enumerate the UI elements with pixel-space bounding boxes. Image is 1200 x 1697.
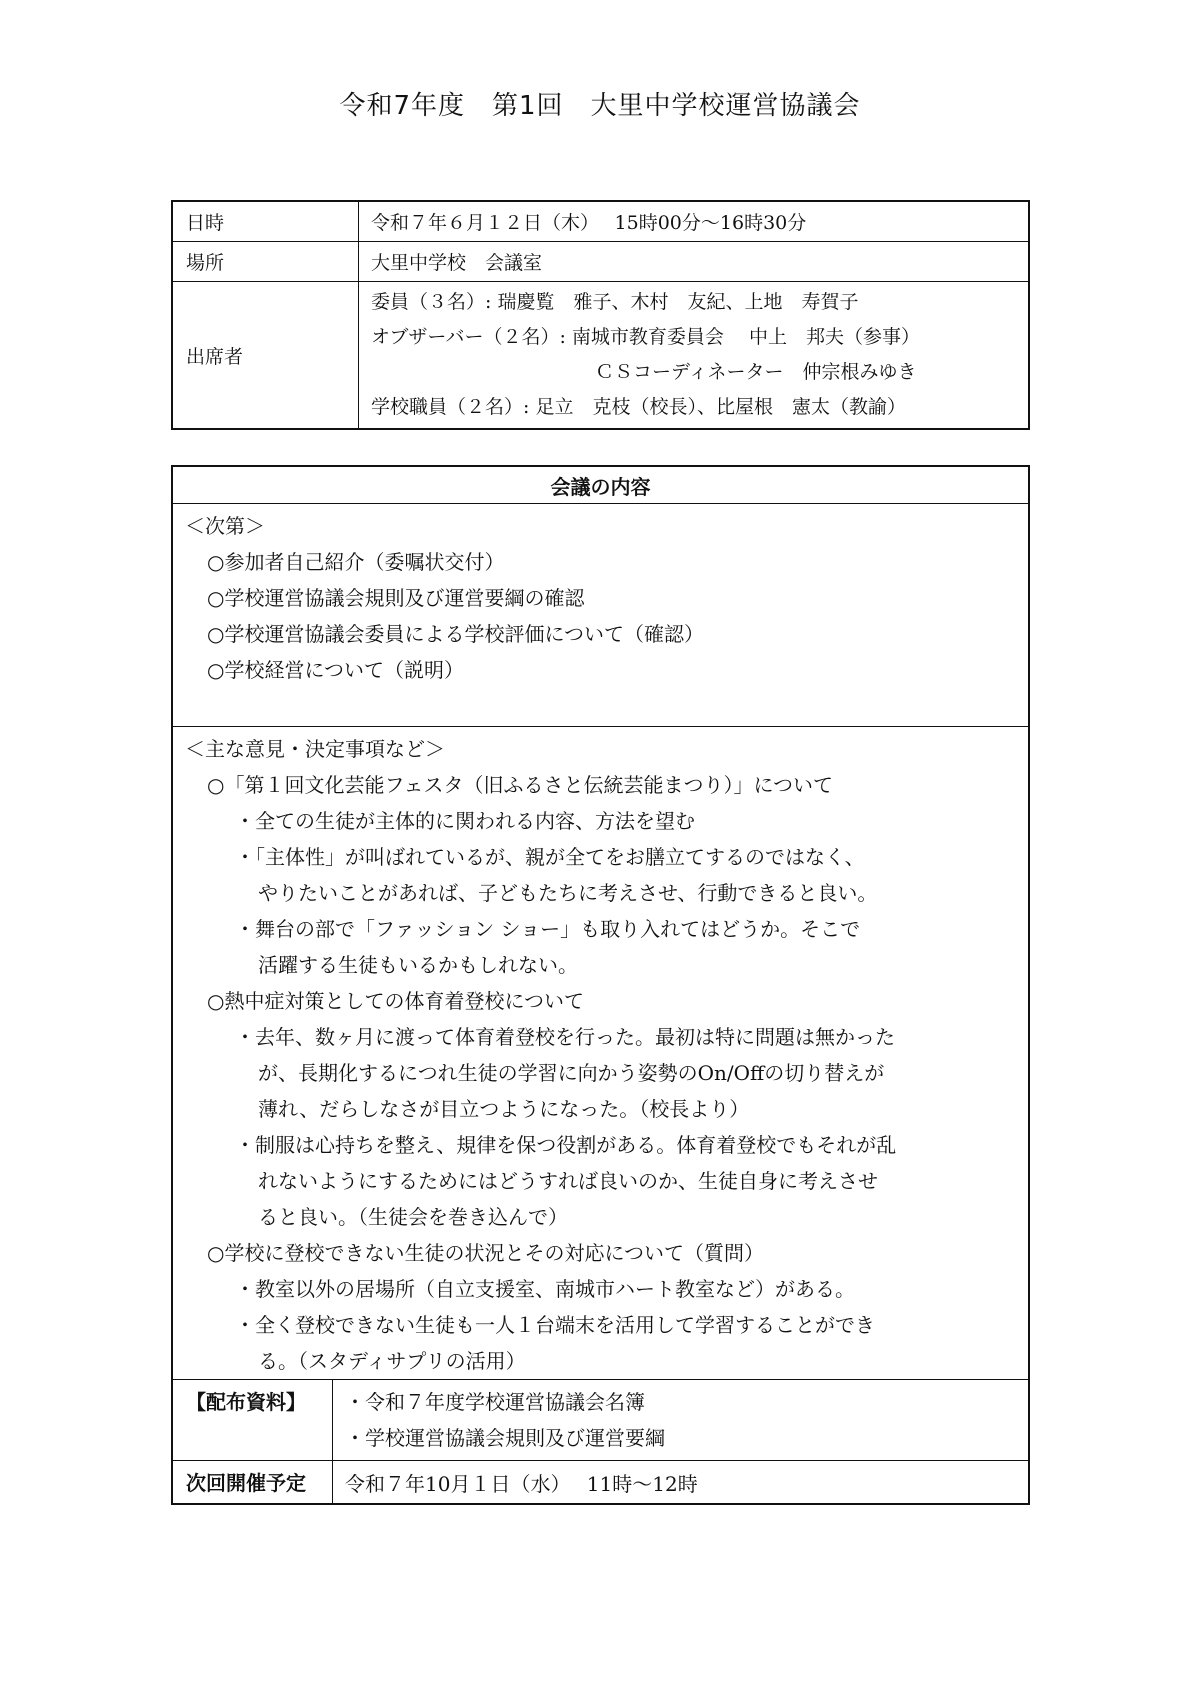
agenda-item: ○学校経営について（説明） bbox=[207, 658, 465, 682]
meeting-info-table bbox=[171, 200, 1030, 430]
opinion-item: ・去年、数ヶ月に渡って体育着登校を行った。最初は特に問題は無かった bbox=[235, 1025, 895, 1049]
materials-list bbox=[333, 1380, 1030, 1461]
agenda-heading: ＜次第＞ bbox=[185, 514, 265, 538]
page-title: 令和7年度 第1回 大里中学校運営協議会 bbox=[339, 91, 861, 121]
datetime-row bbox=[172, 201, 1029, 242]
opinion-item: る。（スタディサプリの活用） bbox=[258, 1349, 526, 1373]
next-meeting-value: 令和７年10月１日（水） 11時～12時 bbox=[333, 1461, 1030, 1505]
place-label: 場所 bbox=[172, 242, 359, 282]
opinion-item: 薄れ、だらしなさが目立つようになった。（校長より） bbox=[258, 1097, 750, 1121]
opinion-item: やりたいことがあれば、子どもたちに考えさせ、行動できると良い。 bbox=[258, 881, 878, 905]
opinion-item: ・「主体性」が叫ばれているが、親が全てをお膳立てするのではなく、 bbox=[235, 845, 865, 869]
meeting-content-header: 会議の内容 bbox=[172, 466, 1029, 504]
opinion-item: ・制服は心持ちを整え、規律を保つ役割がある。体育着登校でもそれが乱 bbox=[235, 1133, 897, 1157]
opinions-heading: ＜主な意見・決定事項など＞ bbox=[185, 737, 445, 761]
attendees-label: 出席者 bbox=[172, 282, 359, 430]
opinion-item: れないようにするためにはどうすれば良いのか、生徒自身に考えさせ bbox=[258, 1169, 878, 1193]
opinion-topic: ○「第１回文化芸能フェスタ（旧ふるさと伝統芸能まつり）」について bbox=[207, 773, 834, 797]
opinion-item: が、長期化するにつれ生徒の学習に向かう姿勢のOn/Offの切り替えが bbox=[258, 1061, 885, 1085]
agenda-item: ○参加者自己紹介（委嘱状交付） bbox=[207, 550, 505, 574]
opinion-item: ・教室以外の居場所（自立支援室、南城市ハート教室など）がある。 bbox=[235, 1277, 855, 1301]
meeting-content-table bbox=[171, 465, 1030, 1505]
materials-label: 【配布資料】 bbox=[172, 1380, 333, 1461]
opinion-item: 活躍する生徒もいるかもしれない。 bbox=[258, 953, 578, 977]
opinion-topic: ○学校に登校できない生徒の状況とその対応について（質問） bbox=[207, 1241, 765, 1265]
agenda-list bbox=[185, 544, 1020, 688]
next-meeting-label: 次回開催予定 bbox=[172, 1461, 333, 1505]
opinion-topic: ○熱中症対策としての体育着登校について bbox=[207, 989, 585, 1013]
attendees-list bbox=[359, 282, 1030, 430]
opinion-item: ・全ての生徒が主体的に関われる内容、方法を望む bbox=[235, 809, 695, 833]
datetime-label: 日時 bbox=[172, 201, 359, 242]
opinion-item: ・全く登校できない生徒も一人１台端末を活用して学習することができ bbox=[235, 1313, 875, 1337]
attendees-staff: 学校職員（２名）: 足立 克枝（校長）、比屋根 憲太（教諭） bbox=[371, 396, 906, 418]
place-row bbox=[172, 242, 1029, 282]
attendees-observers: オブザーバー（２名）: 南城市教育委員会 中上 邦夫（参事） bbox=[371, 326, 920, 348]
opinion-item: ると良い。（生徒会を巻き込んで） bbox=[258, 1205, 568, 1229]
datetime-value: 令和７年６月１２日（木） 15時00分～16時30分 bbox=[359, 201, 1030, 242]
place-value: 大里中学校 会議室 bbox=[359, 242, 1030, 282]
attendees-members: 委員（３名）: 瑞慶覧 雅子、木村 友紀、上地 寿賀子 bbox=[371, 291, 859, 313]
materials-item: ・令和７年度学校運営協議会名簿 bbox=[345, 1390, 645, 1414]
attendees-row bbox=[172, 282, 1029, 430]
opinions-list bbox=[185, 767, 1020, 1379]
materials-item: ・学校運営協議会規則及び運営要綱 bbox=[345, 1426, 665, 1450]
agenda-section bbox=[172, 504, 1029, 727]
opinion-item: ・舞台の部で「ファッション ショー」も取り入れてはどうか。そこで bbox=[235, 917, 861, 941]
agenda-item: ○学校運営協議会規則及び運営要綱の確認 bbox=[207, 586, 585, 610]
attendees-coordinator: ＣＳコーディネーター 仲宗根みゆき bbox=[595, 361, 917, 383]
agenda-item: ○学校運営協議会委員による学校評価について（確認） bbox=[207, 622, 705, 646]
opinions-section bbox=[172, 727, 1029, 1380]
